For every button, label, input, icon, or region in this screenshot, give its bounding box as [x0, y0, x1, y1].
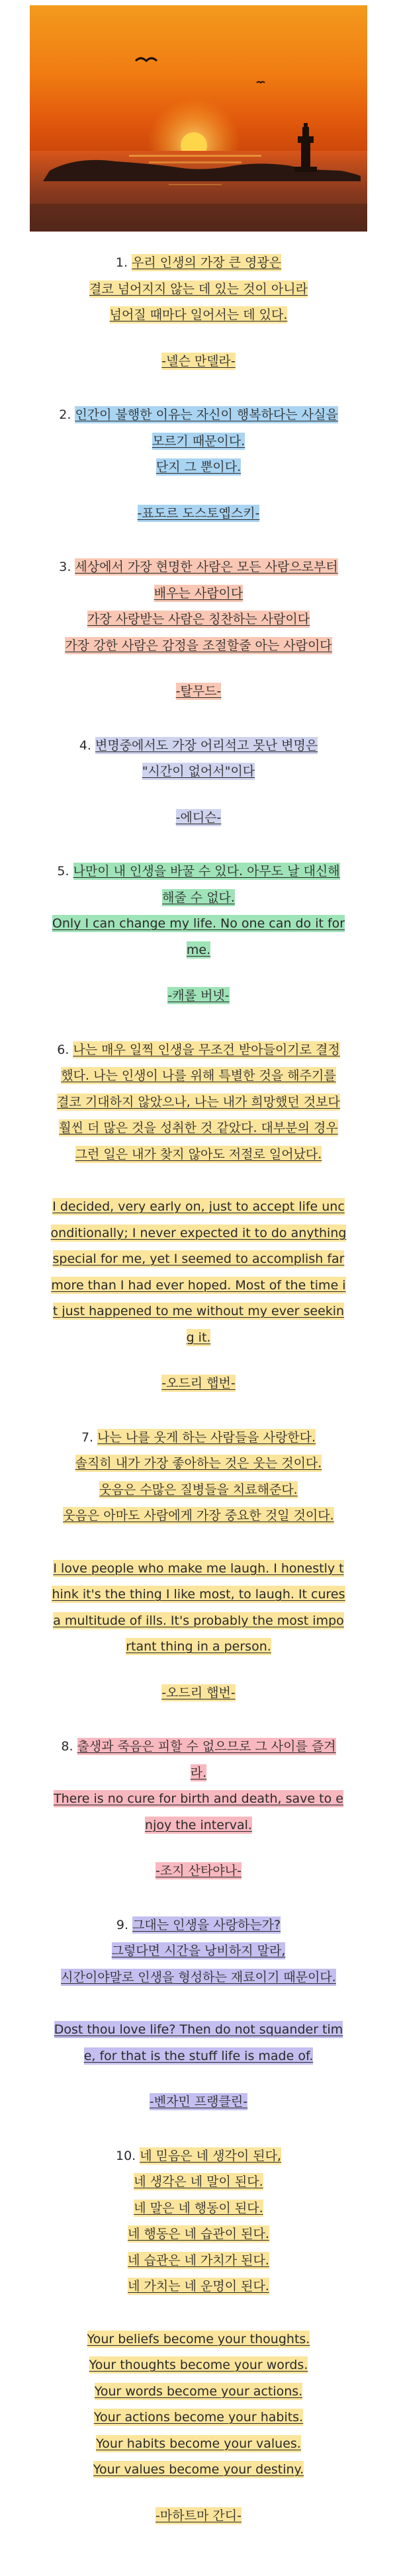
- quote-8-author-row: [46, 1858, 351, 1885]
- quote-english-line: Only I can change my life. No one can do it for: [52, 916, 345, 931]
- quote-author: -오드리 햅번-: [161, 1685, 236, 1700]
- quote-line: 변명중에서도 가장 어리석고 못난 변명은: [95, 738, 318, 753]
- quote-line: 네 말은 네 행동이 된다.: [134, 2200, 263, 2215]
- quote-english-line: rtant thing in a person.: [126, 1639, 271, 1654]
- quote-english-line: onditionally; I never expected it to do anything: [50, 1225, 347, 1240]
- quote-line: 했다. 나는 인생이 나를 위해 특별한 것을 해주기를: [61, 1068, 336, 1083]
- quote-number: 6.: [57, 1042, 69, 1057]
- quote-line: 가장 사랑받는 사람은 칭찬하는 사람이다: [87, 612, 310, 626]
- sunset-lighthouse-image: [30, 5, 367, 232]
- quote-line: 솔직히 내가 가장 좋아하는 것은 웃는 것이다.: [75, 1456, 322, 1471]
- quote-10: [46, 2143, 351, 2300]
- quote-number: 10.: [115, 2148, 136, 2163]
- quote-english-line: hink it's the thing I like most, to laugh. It cures: [52, 1587, 345, 1602]
- quote-4: [46, 733, 351, 785]
- quote-9: [46, 1912, 351, 1991]
- quote-7-english: [46, 1556, 351, 1660]
- quote-line: 네 습관은 네 가치가 된다.: [128, 2253, 269, 2268]
- quote-author: -마하트마 간디-: [155, 2508, 242, 2523]
- quote-author: -오드리 햅번-: [161, 1376, 236, 1391]
- quote-author: -캐롤 버넷-: [167, 988, 230, 1003]
- quote-english-line: Your actions become your habits.: [93, 2410, 304, 2425]
- quote-english-line: e, for that is the stuff life is made of.: [83, 2048, 314, 2063]
- quote-number: 7.: [81, 1430, 94, 1445]
- quote-author: -탈무드-: [175, 684, 222, 699]
- quote-5: [46, 859, 351, 963]
- quote-7: [46, 1425, 351, 1529]
- quote-line: 그렇다면 시간을 낭비하지 말라,: [111, 1944, 286, 1958]
- quote-line: 웃음은 수많은 질병들을 치료해준다.: [99, 1482, 298, 1497]
- quotes-list: [46, 250, 351, 2529]
- quote-line: 웃음은 아마도 사람에게 가장 중요한 것일 것이다.: [63, 1508, 334, 1523]
- quote-3: [46, 554, 351, 659]
- quote-line: 그런 일은 내가 찾지 않아도 저절로 일어났다.: [75, 1146, 322, 1162]
- quote-author: -벤자민 프랭클린-: [149, 2094, 248, 2109]
- quote-english-line: Your beliefs become your thoughts.: [87, 2331, 310, 2346]
- quote-number: 9.: [116, 1917, 129, 1932]
- quote-author: -에디슨-: [175, 810, 222, 825]
- quote-10-author-row: [46, 2503, 351, 2530]
- quote-line: 나는 나를 웃게 하는 사람들을 사랑한다.: [97, 1430, 316, 1445]
- quote-line: 네 믿음은 네 생각이 된다,: [140, 2148, 281, 2163]
- quote-line: 세상에서 가장 현명한 사람은 모든 사람으로부터: [75, 560, 338, 574]
- quote-author: -조지 산타야나-: [155, 1864, 242, 1878]
- quote-4-author-row: [46, 805, 351, 832]
- quote-line: 결코 기대하지 않았으나, 나는 내가 희망했던 것보다: [57, 1094, 340, 1109]
- quote-english-line: g it.: [186, 1330, 211, 1345]
- quote-2-author-row: [46, 501, 351, 527]
- quote-1-author-row: [46, 349, 351, 375]
- quote-number: 3.: [59, 560, 71, 574]
- quote-english-line: Your habits become your values.: [96, 2436, 301, 2451]
- quote-author: -표도르 도스토옙스키-: [137, 505, 260, 521]
- quote-line: 시간이야말로 인생을 형성하는 재료이기 때문이다.: [61, 1969, 336, 1985]
- quote-english-line: I love people who make me laugh. I honestly t: [53, 1561, 344, 1576]
- quote-english-line: t just happened to me without my ever seekin: [52, 1304, 345, 1318]
- quote-6-author-row: [46, 1371, 351, 1397]
- quote-10-english: [46, 2327, 351, 2483]
- quote-line: 배우는 사람이다: [154, 585, 243, 601]
- quote-english-line: special for me, yet I seemed to accomplish far: [52, 1252, 345, 1266]
- quote-line: "시간이 없어서"이다: [142, 764, 255, 779]
- quote-line: 그대는 인생을 사랑하는가?: [132, 1917, 281, 1932]
- quote-english-line: Dost thou love life? Then do not squander tim: [54, 2022, 343, 2037]
- quote-line: 단지 그 뿐이다.: [155, 460, 242, 474]
- quote-8: [46, 1734, 351, 1838]
- quote-english-line: more than I had ever hoped. Most of the time i: [51, 1277, 346, 1293]
- quote-2: [46, 402, 351, 481]
- quote-line: 가장 강한 사람은 감정을 조절할줄 아는 사람이다: [65, 638, 332, 653]
- sunset-lighthouse-photo: [30, 5, 367, 232]
- quote-english-line: Your words become your actions.: [94, 2383, 303, 2399]
- quote-9-english: [46, 2017, 351, 2069]
- quote-5-author-row: [46, 983, 351, 1009]
- quote-english-line: Your thoughts become your words.: [89, 2358, 308, 2372]
- quote-line: 출생과 죽음은 피할 수 없으므로 그 사이를 즐겨: [77, 1739, 336, 1754]
- quote-line: 네 행동은 네 습관이 된다.: [128, 2227, 269, 2241]
- quote-english-line: a multitude of ills. It's probably the most impo: [53, 1613, 344, 1628]
- quote-line: 나는 매우 일찍 인생을 무조건 받아들이기로 결정: [73, 1042, 340, 1057]
- quote-english-line: There is no cure for birth and death, save to e: [54, 1791, 343, 1806]
- quote-english-line: me.: [186, 942, 211, 957]
- quote-number: 4.: [79, 738, 91, 753]
- quote-9-author-row: [46, 2089, 351, 2116]
- quote-line: 해줄 수 없다.: [162, 890, 235, 905]
- quote-3-author-row: [46, 679, 351, 705]
- quote-number: 2.: [59, 408, 71, 422]
- quote-number: 8.: [61, 1739, 73, 1754]
- quote-line: 넘어질 때마다 일어서는 데 있다.: [109, 308, 288, 322]
- quote-line: 네 생각은 네 말이 된다.: [134, 2174, 263, 2189]
- quote-line: 우리 인생의 가장 큰 영광은: [132, 255, 282, 270]
- quote-line: 나만이 내 인생을 바꿀 수 있다. 아무도 날 대신해: [73, 864, 340, 879]
- quote-line: 라.: [190, 1765, 207, 1780]
- quote-english-line: njoy the interval.: [145, 1817, 252, 1832]
- quote-line: 결코 넘어지지 않는 데 있는 것이 아니라: [89, 281, 308, 296]
- quote-english-line: I decided, very early on, just to accept life unc: [52, 1199, 345, 1214]
- quote-line: 인간이 불행한 이유는 자신이 행복하다는 사실을: [75, 408, 338, 422]
- quote-line: 훨씬 더 많은 것을 성취한 것 같았다. 대부분의 경우: [59, 1121, 338, 1135]
- quote-number: 1.: [115, 255, 128, 270]
- quote-6: [46, 1037, 351, 1168]
- quote-english-line: Your values become your destiny.: [93, 2462, 304, 2477]
- quote-line: 모르기 때문이다.: [152, 433, 245, 449]
- quote-line: 네 가치는 네 운명이 된다.: [128, 2279, 269, 2294]
- quote-author: -넬슨 만델라-: [161, 353, 236, 368]
- quote-7-author-row: [46, 1680, 351, 1707]
- quote-number: 5.: [57, 864, 69, 879]
- quote-1: [46, 250, 351, 329]
- quote-6-english: [46, 1194, 351, 1351]
